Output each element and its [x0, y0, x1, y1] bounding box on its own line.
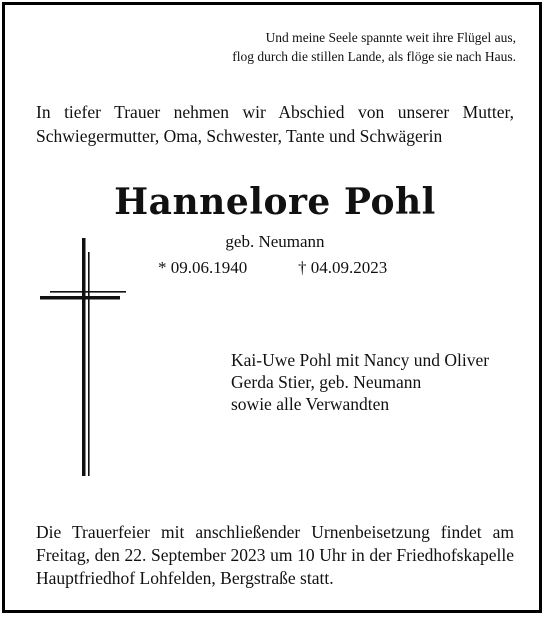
- poem-line-2: flog durch die stillen Lande, als flöge sie nach Haus.: [232, 49, 516, 64]
- mourner-line: Gerda Stier, geb. Neumann: [231, 372, 422, 392]
- mourner-line: Kai-Uwe Pohl mit Nancy und Oliver: [231, 350, 490, 370]
- mourner-line: sowie alle Verwandten: [231, 394, 390, 414]
- poem-quote: [232, 28, 516, 66]
- mourners-list: [231, 349, 489, 415]
- birth-name: geb. Neumann: [225, 232, 325, 251]
- service-info: Die Trauerfeier mit anschließender Urnenbeisetzung findet am Freitag, den 22. September 2023 um 10 Uhr in der Friedhofskapelle Hauptfriedhof Lohfelden, Bergstraße statt.: [36, 522, 514, 588]
- poem-line-1: Und meine Seele spannte weit ihre Flügel aus,: [265, 30, 516, 45]
- death-date: † 04.09.2023: [298, 258, 388, 277]
- intro-text: In tiefer Trauer nehmen wir Abschied von unserer Mutter, Schwiegermutter, Oma, Schwester, Tante und Schwägerin: [36, 102, 514, 146]
- deceased-name: Hannelore Pohl: [114, 181, 436, 223]
- cross-icon: [40, 238, 126, 478]
- birth-date: * 09.06.1940: [158, 258, 248, 277]
